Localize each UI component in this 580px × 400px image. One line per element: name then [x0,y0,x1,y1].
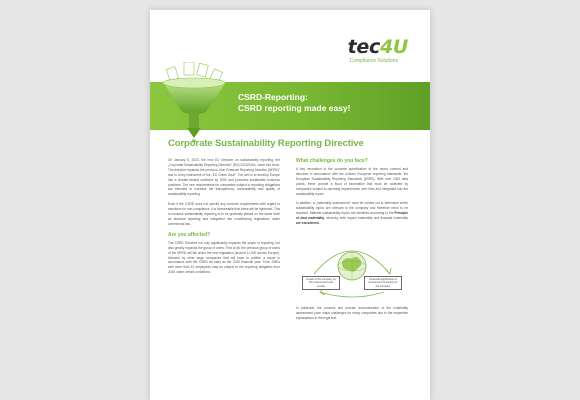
challenges-heading: What challenges do you face? [296,158,368,164]
logo-word: tec [347,36,380,58]
dual-materiality-term: Principle of dual materiality [296,211,408,221]
right-column [296,158,408,326]
document-title: Corporate Sustainability Reporting Directive [168,138,364,149]
esrs-paragraph: A key innovation is the concrete specification of the report content and structure in accordance with the uniform European reporting standards, the European Sustainability Reporting Standards (ESRS). With over 1000 data points, these provide a flood of information that must be collected by companies subject to reporting requirements over time and integrated into the sustainability report. [296,167,408,196]
logo-accent: 4U [379,36,408,58]
affected-heading: Are you affected? [168,231,211,238]
impact-materiality-box: Impact of the company on the environment and society [302,276,340,290]
banner-line-2: CSRD reporting made easy! [238,103,351,113]
funnel-illustration-icon [160,62,248,144]
logo-tagline: Compliance Solutions [349,58,398,64]
left-column [168,158,280,280]
intro-paragraph: On January 5, 2023, the new EU directive on sustainability reporting, the „Corporate Sustainability Reporting Directive" (EU) 2022/2464, came into force. The directive replaces the previous „Non Financial Reporting Directive (NFRD)" and is a key instrument of the „EU Green Deal". The aim is to develop Europe into a climate-neutral continent by 2050 and promotes sustainable business practices. The new requirements for companies subject to reporting obligations are intended to increase the transparency, comparability and quality of sustainability reporting. [168,158,280,197]
document-page [150,10,430,400]
company-logo [348,38,408,64]
affected-paragraph: The CSRD Directive not only significantly expands the scope of reporting, but also greatly expands the group of users. First of all, the previous group of users of the NFRD will fall under the new legislation (around 11,000 across Europe), followed by other large companies that will have to publish a report in accordance with the CSRD as early as the 2025 financial year. From SMEs with more than 10 employees may be subject to the reporting obligation from 2026 under certain conditions. [168,240,280,275]
dual-materiality-diagram [296,232,408,298]
challenges-closing-paragraph: In particular, the process and precise documentation of the materiality assessment pose major challenges for many companies due to the respective explanations in the legal text. [296,305,408,320]
banner-line-1: CSRD-Reporting: [238,92,308,102]
financial-materiality-box: Financial significance of environment & society for the company [364,276,402,290]
materiality-paragraph: In addition, a „materiality assessment" must be carried out to determine which sustainability topics are relevant to the company and therefore need to be reported. Material sustainability topics are identified according to the Principle of dual materiality, whereby both impact materiality and financial materiality are considered. [296,201,408,226]
sanctions-paragraph: Even if the CSRD does not specify any concrete requirements with regard to sanctions for non-compliance, it is foreseeable that these will be tightened. This is because sustainability reporting is to be gradually placed on the same level as financial reporting and integrated into conditioning regulations under commercial law. [168,202,280,226]
banner-title [238,92,350,114]
